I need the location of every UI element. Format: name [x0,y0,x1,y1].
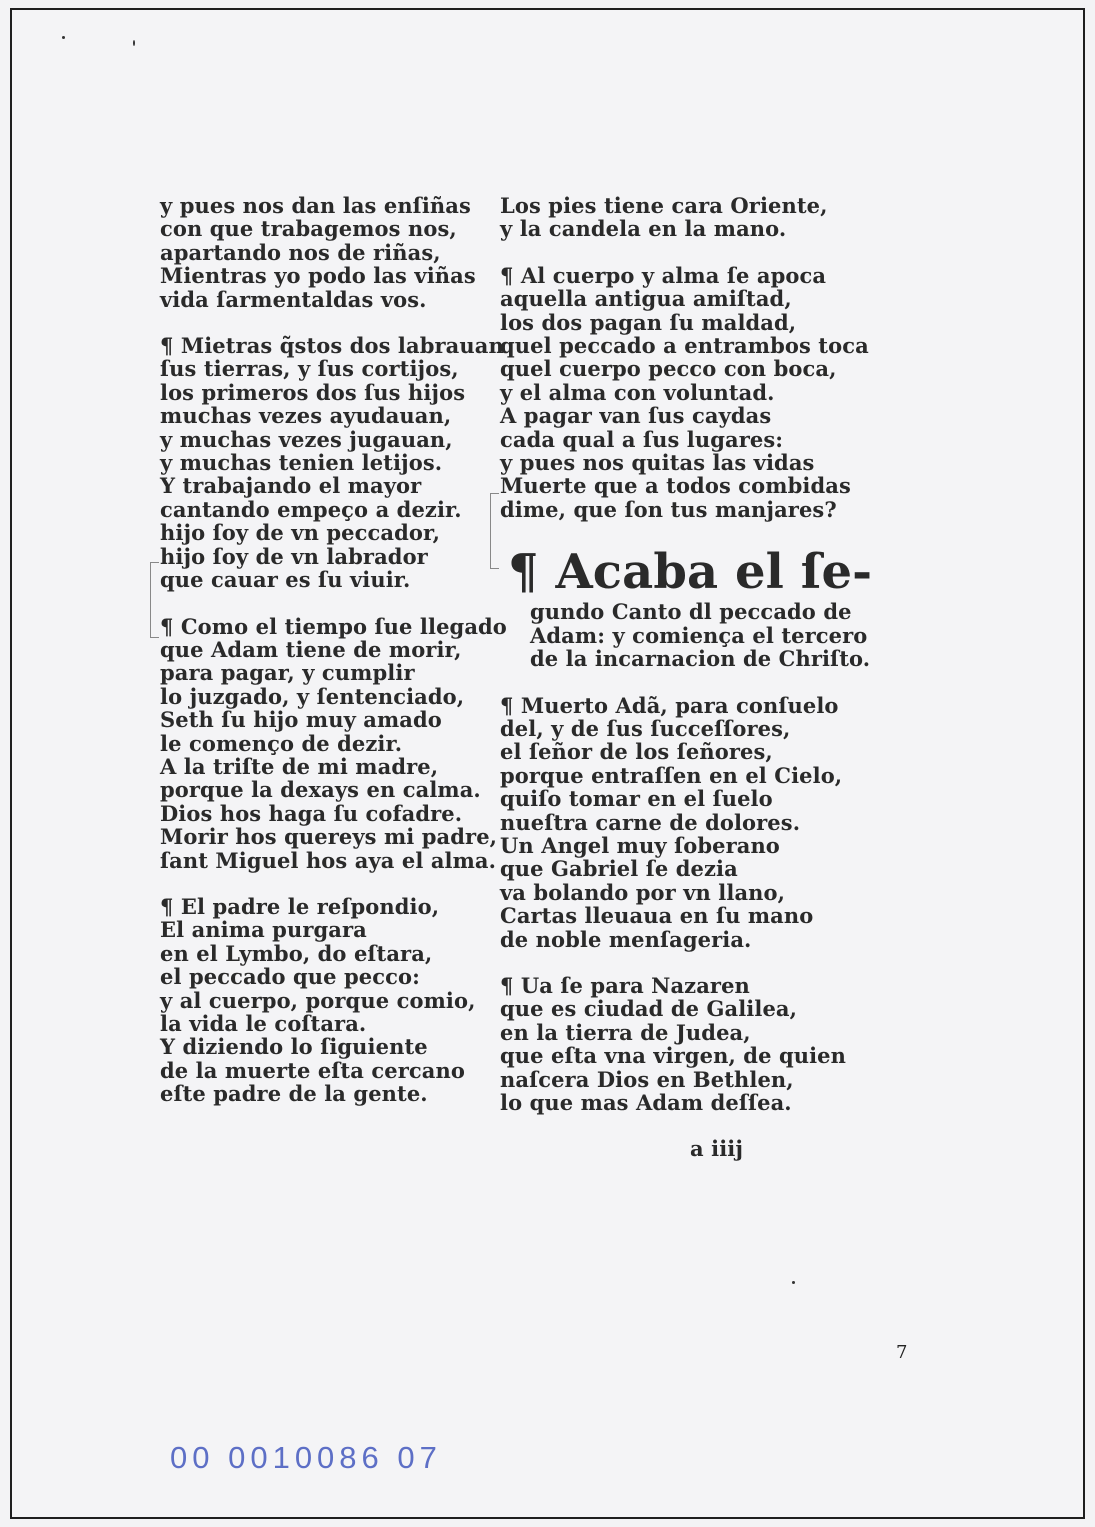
verse-line: vida ſarmentaldas vos. [160,286,427,312]
verse-line: para pagar, y cumplir [160,660,415,686]
verse-line: de la muerte eſta cercano [160,1057,465,1083]
heading-subtitle-line: Adam: y comiença el tercero [530,622,868,648]
verse-line: dime, que ſon tus manjares? [500,496,837,522]
verse-line: cantando empeço a dezir. [160,496,462,522]
verse-line: Los pies tiene cara Oriente, [500,193,828,218]
verse-line: El anima purgara [160,917,367,943]
verse-line: hijo ſoy de vn labrador [160,543,428,569]
verse-line: quel peccado a entrambos toca [500,333,869,359]
verse-stanza [160,194,500,311]
verse-line: de noble menſageria. [500,926,752,952]
right-stanzas-after [500,694,845,1115]
left-column [160,193,507,1129]
verse-line: Muerte que a todos combidas [500,473,851,499]
verse-stanza [160,613,507,873]
verse-line: porque la dexays en calma. [160,777,481,803]
verse-stanza [500,262,869,522]
verse-line: ¶ Al cuerpo y alma ſe apoca [500,262,827,288]
verse-line: aquella antigua amiſtad, [500,286,792,312]
verse-line: Dios hos haga ſu cofadre. [160,800,463,826]
verse-line: ¶ Ua ſe para Nazaren [500,972,750,998]
verse-line: nueſtra carne de dolores. [500,809,801,835]
verse-line: que Gabriel ſe dezia [500,856,738,882]
verse-line: ſus tierras, y ſus cortijos, [160,356,459,382]
right-stanzas-before [500,193,869,522]
verse-line: ſant Miguel hos aya el alma. [160,847,497,873]
verse-line: porque entraſſen en el Cielo, [500,762,843,788]
verse-line: ¶ Mietras q̃stos dos labrauan [160,333,504,359]
section-heading: ¶ Acaba el ſe- [508,544,873,601]
verse-line: los primeros dos ſus hijos [160,379,466,405]
verse-line: que Adam tiene de morir, [160,636,462,662]
verse-line: eſte padre de la gente. [160,1081,428,1107]
verse-line: que es ciudad de Galilea, [500,996,798,1022]
verse-line: y al cuerpo, porque comio, [160,987,476,1013]
verse-line: con que trabagemos nos, [160,216,457,242]
verse-line: Cartas lleuaua en ſu mano [500,903,814,929]
verse-line: muchas vezes ayudauan, [160,403,452,429]
verse-line: ¶ Como el tiempo ſue llegado [160,613,507,639]
verse-line: el ſeñor de los ſeñores, [500,739,773,765]
verse-line: y muchas tenien letijos. [160,450,443,476]
archive-stamp: 00 0010086 07 [170,1440,442,1475]
verse-line: ¶ Muerto Adã, para conſuelo [500,692,839,718]
verse-line: que cauar es ſu viuir. [160,567,411,593]
verse-line: la vida le coſtara. [160,1011,367,1036]
signature-mark: a iiij [690,1136,744,1162]
verse-line: y el alma con voluntad. [500,379,775,405]
verse-stanza [500,694,845,951]
verse-line: A la triſte de mi madre, [160,753,439,779]
verse-line: Morir hos quereys mi padre, [160,824,498,850]
verse-stanza [160,333,504,593]
margin-bracket-left [150,562,159,638]
verse-line: lo que mas Adam deſſea. [500,1090,792,1115]
verse-line: hijo ſoy de vn peccador, [160,520,441,546]
verse-line: ¶ El padre le reſpondio, [160,893,440,919]
verse-line: los dos pagan ſu maldad, [500,309,797,335]
verse-line: en el Lymbo, do eſtara, [160,940,433,966]
verse-stanza [160,895,500,1106]
ink-speck [792,1281,795,1284]
right-column [500,193,873,1162]
verse-line: Seth ſu hijo muy amado [160,707,442,733]
heading-subtitle-line: gundo Canto dl peccado de [530,599,852,625]
verse-line: apartando nos de riñas, [160,239,441,265]
verse-line: en la tierra de Judea, [500,1019,751,1045]
page-number: 7 [896,1342,908,1363]
verse-line: quiſo tomar en el ſuelo [500,786,773,812]
verse-line: y pues nos dan las enſiñas [160,193,471,218]
verse-line: quel cuerpo pecco con boca, [500,356,837,382]
verse-line: le començo de dezir. [160,730,403,756]
verse-line: del, y de ſus ſucceſſores, [500,715,791,741]
verse-line: Un Angel muy ſoberano [500,832,780,858]
verse-line: va bolando por vn llano, [500,879,786,905]
ink-speck [62,36,65,39]
verse-line: Y diziendo lo ſiguiente [160,1034,428,1060]
heading-subtitle-line: de la incarnacion de Chriſto. [530,646,871,672]
verse-stanza [500,974,845,1114]
verse-line: Y trabajando el mayor [160,473,422,499]
verse-line: el peccado que pecco: [160,964,420,990]
verse-line: y pues nos quitas las vidas [500,450,815,476]
verse-line: cada qual a ſus lugares: [500,426,784,452]
verse-line: Mientras yo podo las viñas [160,263,476,289]
verse-line: lo juzgado, y ſentenciado, [160,683,465,709]
verse-line: que eſta vna virgen, de quien [500,1043,847,1069]
verse-line: A pagar van ſus caydas [500,403,772,429]
section-heading-subtitle [530,599,871,672]
verse-line: naſcera Dios en Bethlen, [500,1066,794,1092]
ink-speck [133,40,135,46]
verse-line: y la candela en la mano. [500,216,787,242]
verse-stanza [500,194,845,241]
verse-line: y muchas vezes jugauan, [160,426,453,452]
